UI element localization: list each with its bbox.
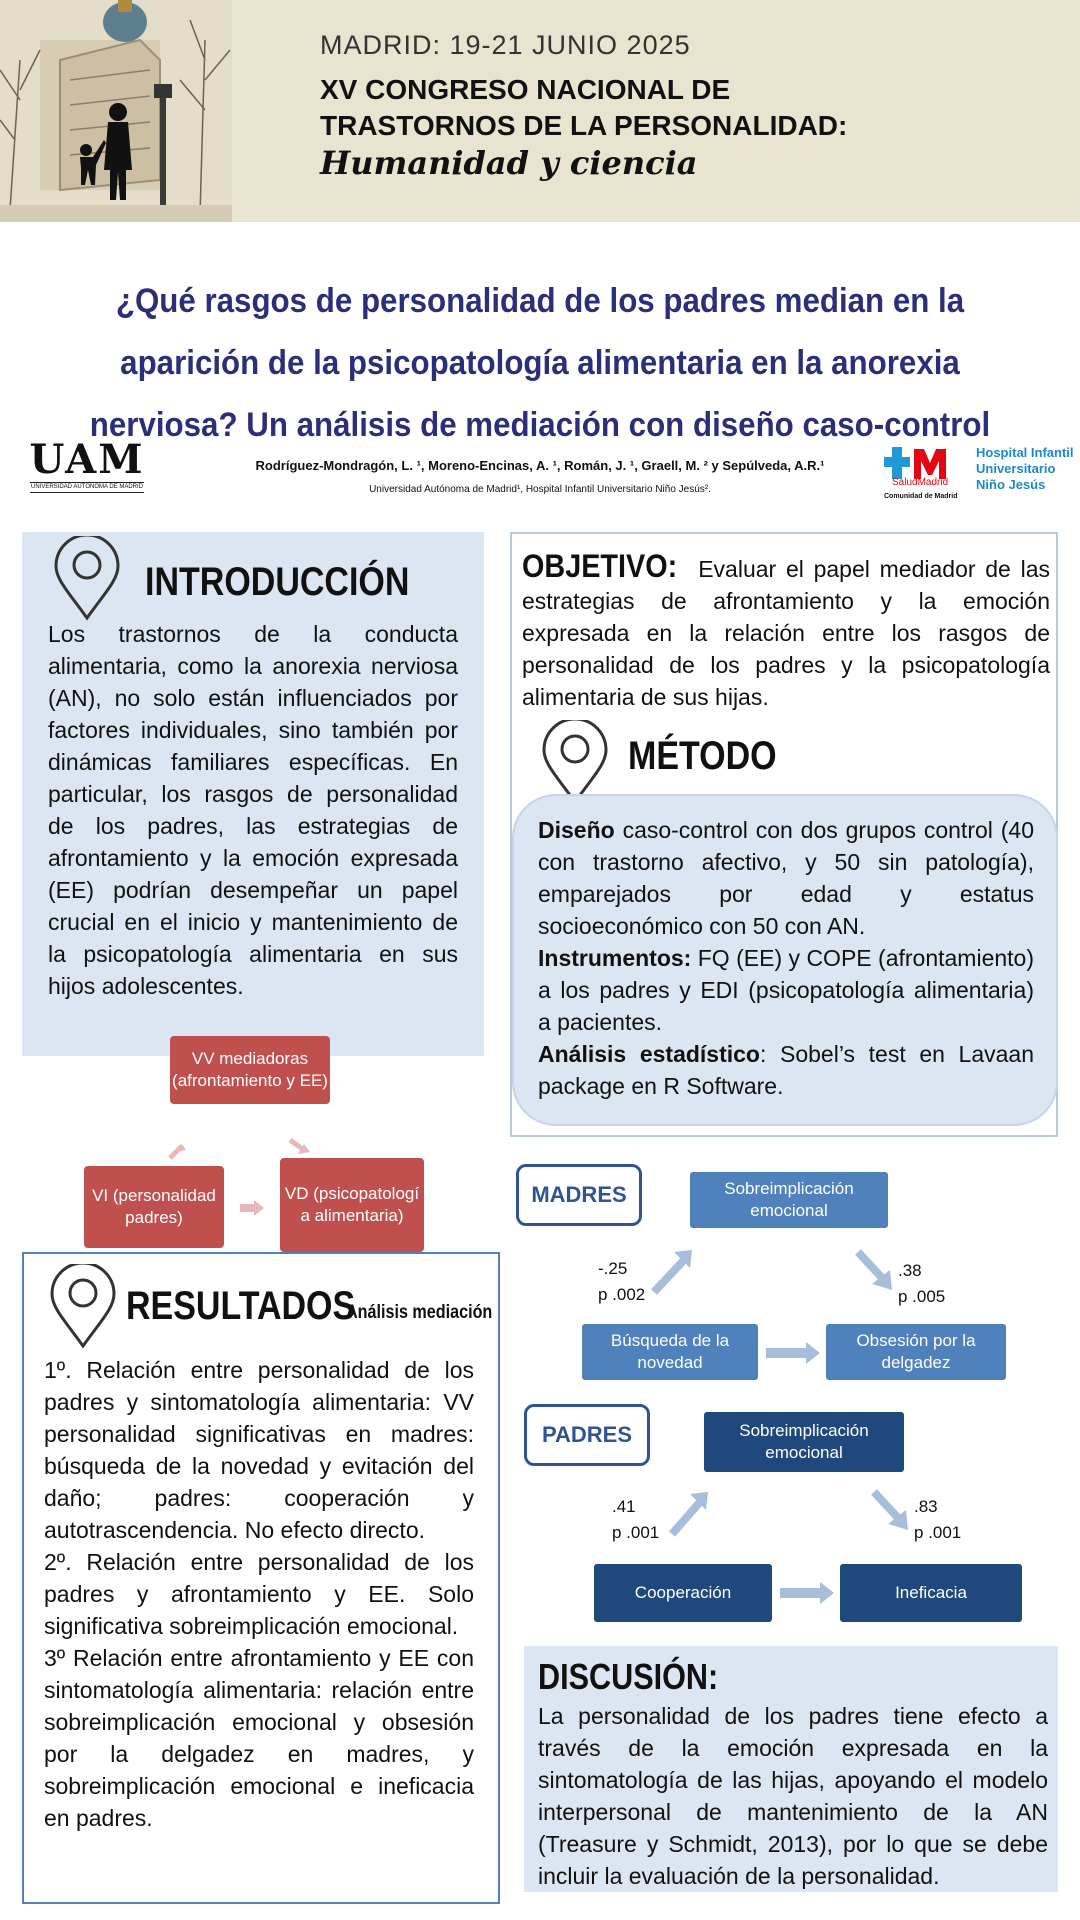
- resultados-point-1: 1º. Relación entre personalidad de los padres y sintomatología alimentaria: VV personalidad significativas en madres: búsqueda de la novedad y evitación del daño; padres: cooperación y autotrascendencia. No efecto directo.: [44, 1357, 474, 1543]
- metodo-heading: MÉTODO: [628, 734, 777, 778]
- objetivo-text-block: [522, 550, 1050, 713]
- madres-arrows: [640, 1240, 940, 1380]
- madres-b-coef: .38: [898, 1261, 922, 1280]
- madres-a-coef: -.25: [598, 1259, 628, 1278]
- padres-tag: PADRES: [524, 1404, 650, 1466]
- padres-a-p: p .001: [612, 1523, 660, 1542]
- salud-madrid-label: SaludMadrid: [892, 477, 949, 488]
- location-pin-icon: [52, 536, 122, 622]
- instrumentos-text: FQ (EE) y COPE (afrontamiento) a los padres y EDI (psicopatología alimentaria) a pacientes.: [538, 945, 1034, 1035]
- madres-b-p: p .005: [898, 1287, 946, 1306]
- objetivo-text: Evaluar el papel mediador de las estrategias de afrontamiento y la emoción expresada en la relación entre los rasgos de personalidad de los padres y la psicopatología alimentaria de sus hijas.: [522, 556, 1050, 710]
- congress-title-line2: TRASTORNOS DE LA PERSONALIDAD:: [320, 110, 848, 141]
- madres-a-path-label: [598, 1256, 645, 1308]
- madres-y-node: Obsesión por la delgadez: [826, 1324, 1006, 1380]
- hospital-name-line3: Niño Jesús: [976, 477, 1046, 492]
- diseno-text: caso-control con dos grupos control (40 con trastorno afectivo, y 50 sin patología), emparejados por edad y estatus socioeconómico con 50 con AN.: [538, 817, 1034, 939]
- madres-a-p: p .002: [598, 1285, 646, 1304]
- padres-a-path-label: [612, 1494, 659, 1546]
- madres-tag: MADRES: [516, 1164, 642, 1226]
- congress-title-line1: XV CONGRESO NACIONAL DE: [320, 74, 731, 105]
- instrumentos-label: Instrumentos:: [538, 945, 692, 971]
- discusion-heading: DISCUSIÓN:: [538, 1656, 719, 1697]
- resultados-heading: RESULTADOS: [126, 1284, 356, 1328]
- resultados-point-3: 3º Relación entre afrontamiento y EE con sintomatología alimentaria: relación entre sobreimplicación emocional y obsesión por la delgadez en madres, y sobreimplicación emocional e ineficacia en padres.: [44, 1645, 474, 1831]
- analisis-label: Análisis estadístico: [538, 1041, 760, 1067]
- introduccion-heading: INTRODUCCIÓN: [145, 560, 410, 604]
- hospital-name: [976, 445, 1074, 493]
- congress-date: MADRID: 19-21 JUNIO 2025: [320, 30, 691, 60]
- madres-x-node: Búsqueda de la novedad: [582, 1324, 758, 1380]
- metodo-text: [538, 814, 1034, 1102]
- padres-y-node: Ineficacia: [840, 1564, 1022, 1622]
- congress-subtitle: Humanidad y ciencia: [320, 144, 698, 182]
- padres-arrows: [660, 1480, 960, 1620]
- discusion-text: La personalidad de los padres tiene efecto a través de la emoción expresada en la sintomatología de las hijas, apoyando el modelo interpersonal de mantenimiento de la AN (Treasure y Schmidt, 2013), por lo que se debe incluir la evaluación de la personalidad.: [538, 1703, 1048, 1889]
- schema-mediator-node: VV mediadoras (afrontamiento y EE): [170, 1036, 330, 1104]
- hospital-nino-jesus-logo: [882, 443, 1078, 509]
- padres-b-coef: .83: [914, 1497, 938, 1516]
- analisis-text: : Sobel’s test en Lavaan package en R Software.: [538, 1041, 1034, 1099]
- objetivo-heading: OBJETIVO:: [522, 548, 678, 584]
- comunidad-label: Comunidad de Madrid: [884, 493, 958, 500]
- uam-logo-caption: UNIVERSIDAD AUTÓNOMA DE MADRID: [30, 482, 144, 493]
- padres-x-node: Cooperación: [594, 1564, 772, 1622]
- uam-logo: [24, 436, 150, 500]
- madres-mediator-node: Sobreimplicación emocional: [690, 1172, 888, 1228]
- padres-mediator-node: Sobreimplicación emocional: [704, 1412, 904, 1472]
- schema-vi-node: VI (personalidad padres): [84, 1166, 224, 1248]
- location-pin-icon: [48, 1264, 118, 1350]
- resultados-text: [44, 1354, 474, 1834]
- resultados-point-2: 2º. Relación entre personalidad de los padres y afrontamiento y EE. Solo significativa sobreimplicación emocional.: [44, 1549, 474, 1639]
- congress-title: [320, 72, 847, 144]
- diseno-label: Diseño: [538, 817, 615, 843]
- poster-title: ¿Qué rasgos de personalidad de los padres median en la aparición de la psicopatología alimentaria en la anorexia nerviosa? Un análisis de mediación con diseño caso-control: [89, 282, 991, 444]
- affiliation: Universidad Autónoma de Madrid¹, Hospital Infantil Universitario Niño Jesús².: [369, 484, 711, 495]
- authors: Rodríguez-Mondragón, L. ¹, Moreno-Encinas, A. ¹, Román, J. ¹, Graell, M. ² y Sepúlveda, A.R.¹: [255, 458, 825, 473]
- introduccion-text: Los trastornos de la conducta alimentaria, como la anorexia nerviosa (AN), no solo están influenciados por factores individuales, sino también por dinámicas familiares específicas. En particular, los rasgos de personalidad de los padres, las estrategias de afrontamiento y la emoción expresada (EE) podrían desempeñar un papel crucial en el inicio y mantenimiento de la psicopatología alimentaria en sus hijos adolescentes.: [48, 621, 458, 999]
- padres-a-coef: .41: [612, 1497, 636, 1516]
- schema-vd-node: VD (psicopatologí a alimentaria): [280, 1158, 424, 1252]
- resultados-subheading: Análisis mediación: [346, 1302, 493, 1323]
- hospital-name-line2: Universitario: [976, 461, 1056, 476]
- schema-arrows: [160, 1100, 330, 1220]
- hospital-name-line1: Hospital Infantil: [976, 445, 1074, 460]
- madrid-painting-image: [0, 0, 232, 222]
- padres-b-p: p .001: [914, 1523, 962, 1542]
- uam-logo-mark: UAM: [29, 436, 145, 483]
